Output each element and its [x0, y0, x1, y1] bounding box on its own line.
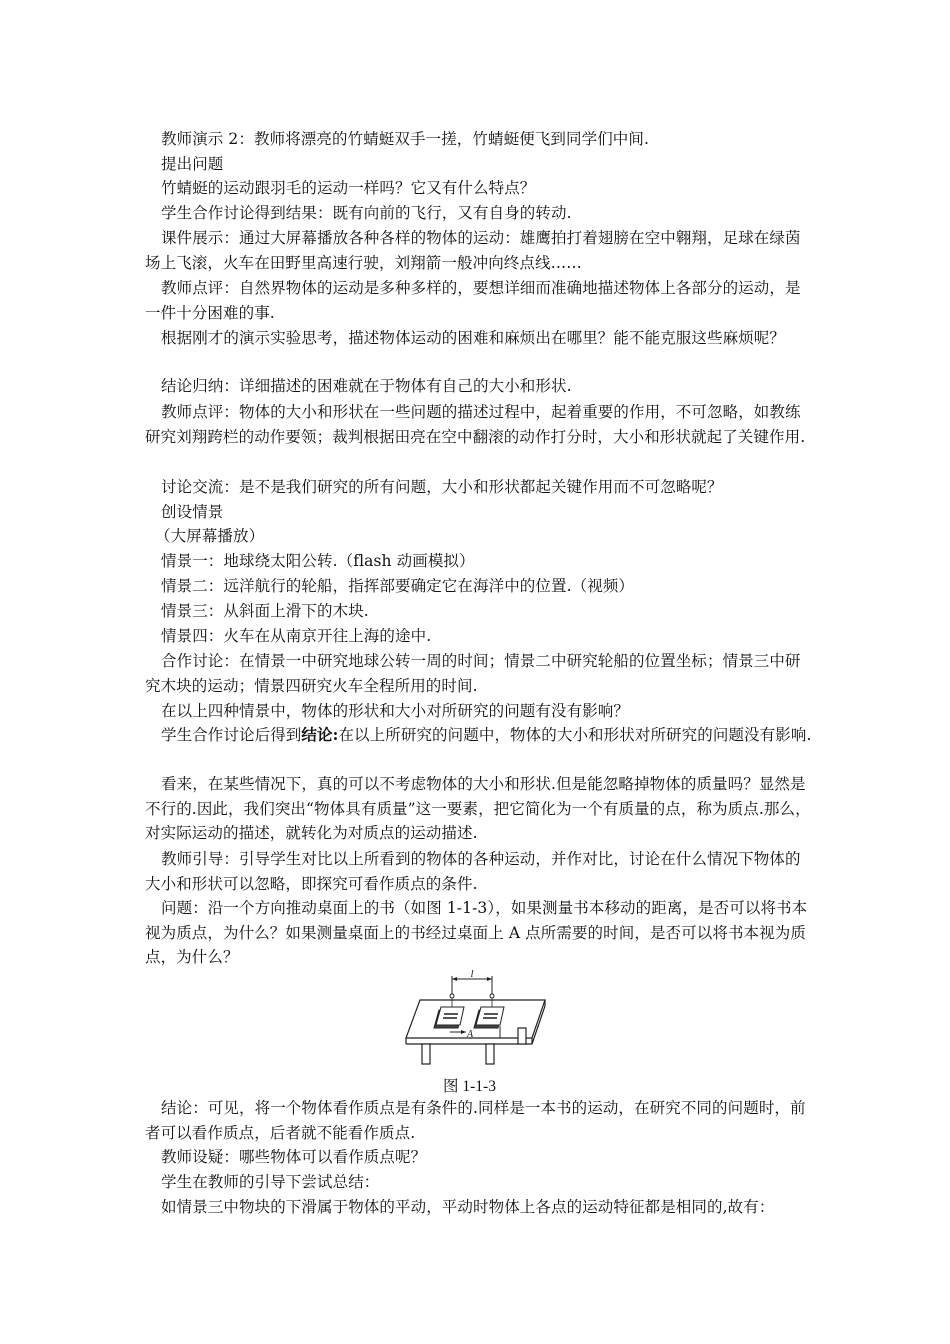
book-on-table-figure: [400, 968, 550, 1068]
paragraph: 根据刚才的演示实验思考，描述物体运动的困难和麻烦出在哪里？能不能克服这些麻烦呢？: [161, 329, 786, 347]
paragraph: 情景四：火车在从南京开往上海的途中.: [161, 627, 432, 645]
paragraph: 结论：可见，将一个物体看作质点是有条件的.同样是一本书的运动，在研究不同的问题时，前者可以看作质点，后者就不能看作质点.: [145, 1099, 806, 1142]
point-a-label: A: [467, 1029, 474, 1040]
paragraph: 讨论交流：是不是我们研究的所有问题，大小和形状都起关键作用而不可忽略呢？: [161, 478, 723, 496]
section-heading: 创设情景: [161, 503, 224, 521]
paragraph: 看来，在某些情况下，真的可以不考虑物体的大小和形状.但是能忽略掉物体的质量吗？显然是不行的.因此，我们突出“物体具有质量”这一要素，把它简化为一个有质量的点，称为质点.那么，对实际运动的描述，就转化为对质点的运动描述.: [145, 775, 811, 842]
paragraph: 如情景三中物块的下滑属于物体的平动，平动时物体上各点的运动特征都是相同的,故有：: [161, 1198, 775, 1216]
conclusion-text: 在以上所研究的问题中，物体的大小和形状对所研究的问题没有影响.: [338, 726, 812, 744]
paragraph: 在以上四种情景中，物体的形状和大小对所研究的问题有没有影响？: [161, 702, 630, 720]
section-heading: 提出问题: [161, 155, 224, 173]
paragraph: 情景二：远洋航行的轮船，指挥部要确定它在海洋中的位置.（视频）: [161, 577, 635, 595]
conclusion-prefix: 学生合作讨论后得到: [161, 726, 302, 744]
paragraph: 结论归纳：详细描述的困难就在于物体有自己的大小和形状.: [161, 377, 572, 395]
paragraph: 教师演示 2：教师将漂亮的竹蜻蜓双手一搓，竹蜻蜓便飞到同学们中间.: [161, 130, 650, 148]
paragraph: 学生在教师的引导下尝试总结：: [161, 1173, 380, 1191]
paragraph: 教师点评：自然界物体的运动是多种多样的，要想详细而准确地描述物体上各部分的运动，是一件十分困难的事.: [145, 279, 801, 322]
paragraph: 课件展示：通过大屏幕播放各种各样的物体的运动：雄鹰拍打着翅膀在空中翱翔，足球在绿茵场上飞滚，火车在田野里高速行驶，刘翔箭一般冲向终点线……: [145, 229, 801, 272]
figure-caption: 图 1-1-3: [443, 1078, 496, 1095]
paragraph: 问题：沿一个方向推动桌面上的书（如图 1-1-3），如果测量书本移动的距离，是否可以将书本视为质点，为什么？如果测量桌面上的书经过桌面上 A 点所需要的时间，是否可以将书本视为质点，为什么？: [145, 899, 808, 966]
paragraph-conclusion: [145, 723, 813, 748]
paragraph: 教师引导：引导学生对比以上所看到的物体的各种运动，并作对比，讨论在什么情况下物体的大小和形状可以忽略，即探究可看作质点的条件.: [145, 850, 801, 893]
paragraph: 学生合作讨论得到结果：既有向前的飞行，又有自身的转动.: [161, 204, 572, 222]
paragraph: 合作讨论：在情景一中研究地球公转一周的时间；情景二中研究轮船的位置坐标；情景三中研究木块的运动；情景四研究火车全程所用的时间.: [145, 652, 801, 695]
length-label: l: [470, 968, 474, 980]
conclusion-bold-label: 结论:: [301, 725, 339, 744]
paragraph: （大屏幕播放）: [155, 527, 265, 545]
paragraph: 教师设疑：哪些物体可以看作质点呢？: [161, 1148, 427, 1166]
paragraph: 竹蜻蜓的运动跟羽毛的运动一样吗？它又有什么特点？: [161, 179, 536, 197]
paragraph: 教师点评：物体的大小和形状在一些问题的描述过程中，起着重要的作用，不可忽略，如教练研究刘翔跨栏的动作要领；裁判根据田亮在空中翻滚的动作打分时，大小和形状就起了关键作用.: [145, 403, 806, 446]
paragraph: 情景一：地球绕太阳公转.（flash 动画模拟）: [161, 552, 475, 570]
paragraph: 情景三：从斜面上滑下的木块.: [161, 602, 369, 620]
